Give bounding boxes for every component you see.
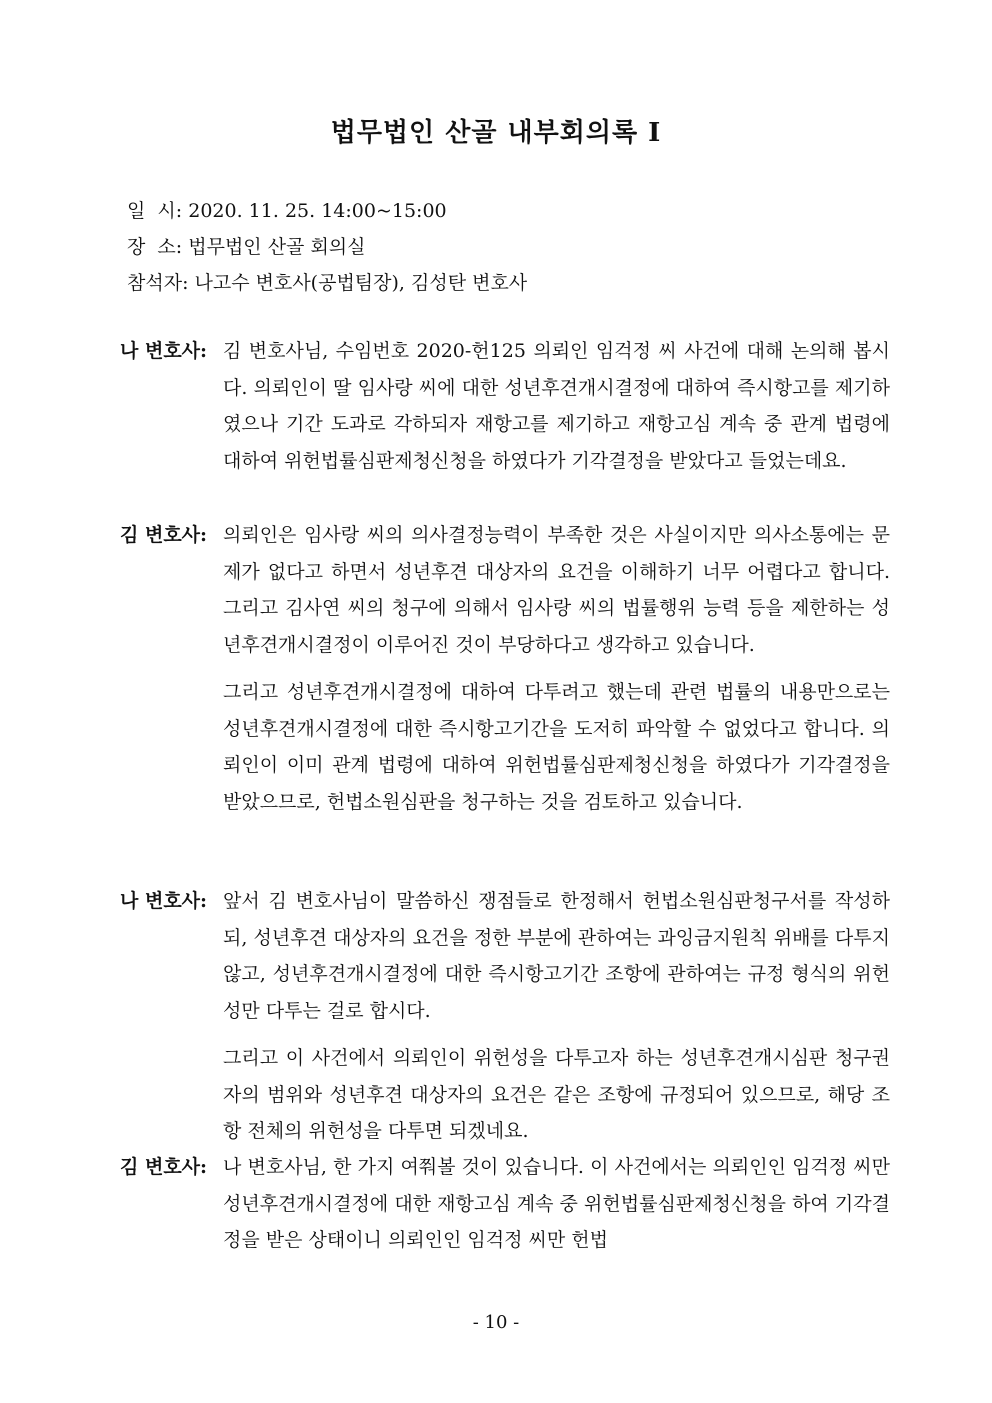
- meeting-place-value: 법무법인 산골 회의실: [188, 236, 366, 258]
- speaker-label: 김 변호사:: [120, 1156, 208, 1178]
- speech-body: [223, 333, 890, 479]
- meeting-attendees-label: 참석자: [127, 272, 183, 294]
- speech-paragraph: 김 변호사님, 수임번호 2020-헌125 의뢰인 임걱정 씨 사건에 대해 논의해 봅시다. 의뢰인이 딸 임사랑 씨에 대한 성년후견개시결정에 대하여 즉시항고를 제기하였으나 기간 도과로 각하되자 재항고를 제기하고 재항고심 계속 중 관계 법령에 대하여 위헌법률심판제청신청을 하였다가 기각결정을 받았다고 들었는데요.: [223, 340, 890, 472]
- speech-block: [120, 333, 890, 479]
- speech-body: [223, 883, 890, 1150]
- document-title: 법무법인 산골 내부회의록 I: [330, 118, 662, 148]
- meeting-place-line: 장 소: 법무법인 산골 회의실: [127, 229, 527, 265]
- speech-paragraph: 나 변호사님, 한 가지 여쭤볼 것이 있습니다. 이 사건에서는 의뢰인인 임걱정 씨만 성년후견개시결정에 대한 재항고심 계속 중 위헌법률심판제청신청을 하여 기각결정을 받은 상태이니 의뢰인인 임걱정 씨만 헌법: [223, 1156, 890, 1251]
- speaker-label: 나 변호사:: [120, 890, 208, 912]
- speech-body: [223, 1149, 890, 1259]
- meeting-attendees-value: 나고수 변호사(공법팀장), 김성탄 변호사: [194, 272, 528, 294]
- speech-paragraph: 앞서 김 변호사님이 말씀하신 쟁점들로 한정해서 헌법소원심판청구서를 작성하되, 성년후견 대상자의 요건을 정한 부분에 관하여는 과잉금지원칙 위배를 다투지 않고, 성년후견개시결정에 대한 즉시항고기간 조항에 관하여는 규정 형식의 위헌성만 다투는 걸로 합시다.: [223, 890, 890, 1022]
- speaker-label: 김 변호사:: [120, 524, 208, 546]
- meeting-date-line: 일 시: 2020. 11. 25. 14:00~15:00: [127, 193, 527, 229]
- meeting-date-label: 일 시: [127, 200, 176, 222]
- speech-block: [120, 517, 890, 820]
- meeting-place-label: 장 소: [127, 236, 176, 258]
- speech-body: [223, 517, 890, 820]
- page-number: - 10 -: [472, 1312, 520, 1333]
- speech-block: [120, 1149, 890, 1259]
- speech-paragraph: 의뢰인은 임사랑 씨의 의사결정능력이 부족한 것은 사실이지만 의사소통에는 문제가 없다고 하면서 성년후견 대상자의 요건을 이해하기 너무 어렵다고 합니다. 그리고 김사연 씨의 청구에 의해서 임사랑 씨의 법률행위 능력 등을 제한하는 성년후견개시결정이 이루어진 것이 부당하다고 생각하고 있습니다.: [223, 524, 890, 656]
- meeting-attendees-line: 참석자: 나고수 변호사(공법팀장), 김성탄 변호사: [127, 265, 527, 301]
- meeting-date-value: 2020. 11. 25. 14:00~15:00: [188, 200, 447, 222]
- meeting-info: [127, 193, 527, 301]
- speech-block: [120, 883, 890, 1150]
- speech-paragraph: 그리고 성년후견개시결정에 대하여 다투려고 했는데 관련 법률의 내용만으로는 성년후견개시결정에 대한 즉시항고기간을 도저히 파악할 수 없었다고 합니다. 의뢰인이 이미 관계 법령에 대하여 위헌법률심판제청신청을 하였다가 기각결정을 받았으므로, 헌법소원심판을 청구하는 것을 검토하고 있습니다.: [223, 681, 890, 813]
- speech-paragraph: 그리고 이 사건에서 의뢰인이 위헌성을 다투고자 하는 성년후견개시심판 청구권자의 범위와 성년후견 대상자의 요건은 같은 조항에 규정되어 있으므로, 해당 조항 전체의 위헌성을 다투면 되겠네요.: [223, 1047, 890, 1142]
- speaker-label: 나 변호사:: [120, 340, 208, 362]
